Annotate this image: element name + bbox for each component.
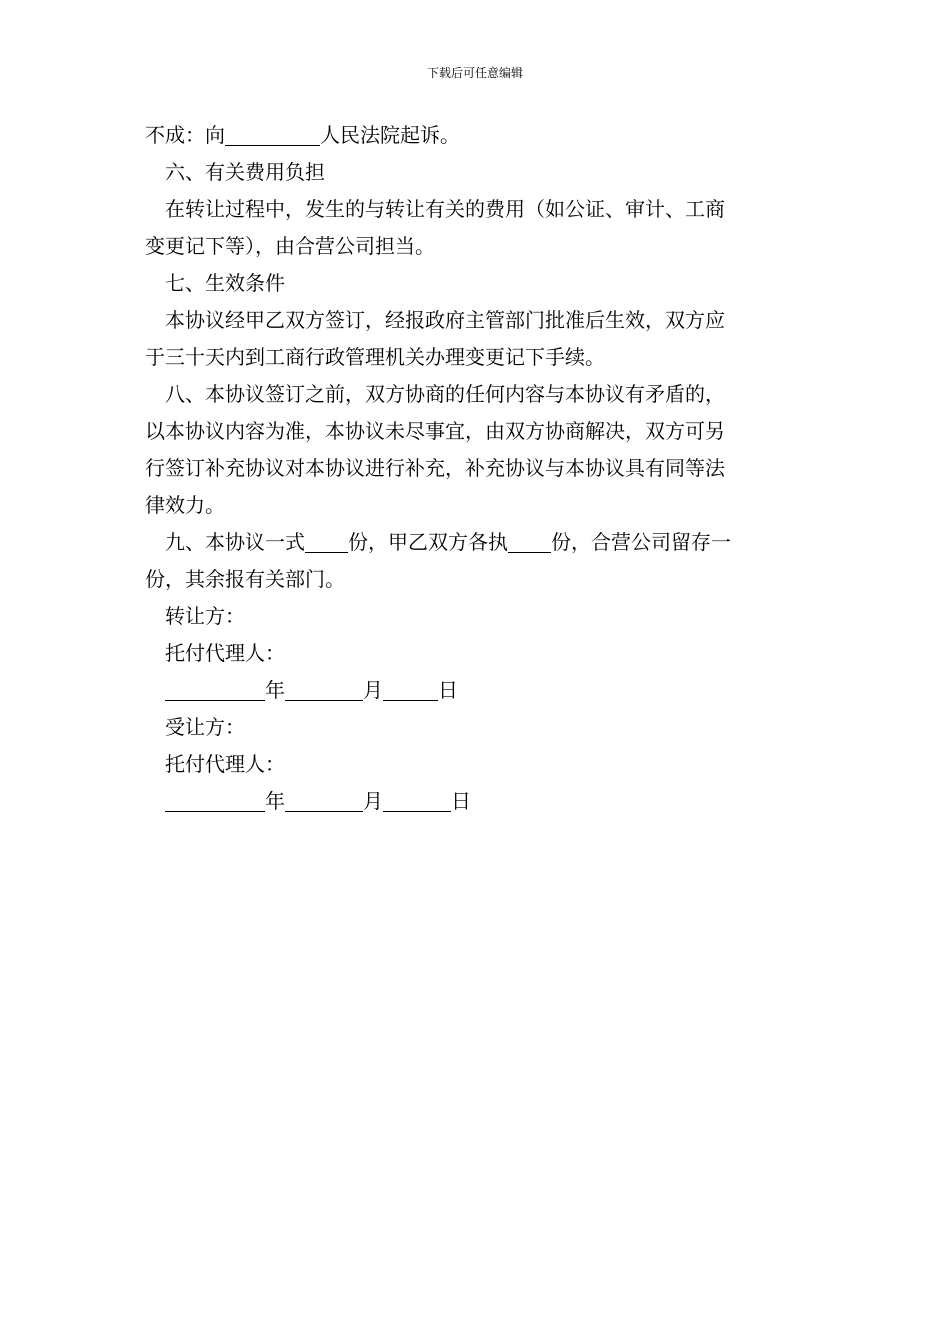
copies-each-blank	[508, 530, 551, 553]
day-blank	[383, 789, 451, 812]
court-line-prefix: 不成：向	[145, 123, 225, 147]
section-7-para-line-1: 本协议经甲乙双方签订，经报政府主管部门批准后生效，双方应	[165, 308, 725, 332]
copies-total-blank	[305, 530, 348, 553]
transferor-date-line	[145, 672, 810, 709]
section-6-para-line-1: 在转让过程中，发生的与转让有关的费用（如公证、审计、工商	[165, 197, 725, 221]
transferee-date-line	[145, 783, 810, 820]
month-label: 月	[363, 678, 383, 702]
transferor-agent-label: 托付代理人：	[165, 641, 285, 665]
section-8-line-3: 行签订补充协议对本协议进行补充，补充协议与本协议具有同等法	[145, 456, 725, 480]
section-9-text-a: 九、本协议一式	[165, 530, 305, 554]
day-label: 日	[438, 678, 458, 702]
court-blank	[225, 123, 320, 146]
section-6-para-line-2: 变更记下等），由合营公司担当。	[145, 234, 435, 258]
section-9-text-b: 份，甲乙双方各执	[348, 530, 508, 554]
document-body	[145, 117, 810, 820]
month-label: 月	[363, 789, 383, 813]
section-7-title: 七、生效条件	[165, 271, 285, 295]
transferor-label: 转让方：	[165, 604, 245, 628]
transferee-label: 受让方：	[165, 715, 245, 739]
section-9-line-2: 份，其余报有关部门。	[145, 567, 345, 591]
section-8-line-4: 律效力。	[145, 493, 225, 517]
court-line	[145, 117, 810, 154]
section-6-title: 六、有关费用负担	[165, 160, 325, 184]
year-blank	[165, 678, 265, 701]
day-label: 日	[451, 789, 471, 813]
year-blank	[165, 789, 265, 812]
section-9-line-1	[145, 524, 810, 561]
year-label: 年	[265, 678, 285, 702]
month-blank	[285, 789, 363, 812]
transferee-agent-label: 托付代理人：	[165, 752, 285, 776]
month-blank	[285, 678, 363, 701]
year-label: 年	[265, 789, 285, 813]
section-9-text-c: 份，合营公司留存一	[551, 530, 731, 554]
day-blank	[383, 678, 438, 701]
page-header: 下载后可任意编辑	[426, 66, 523, 80]
court-line-suffix: 人民法院起诉。	[320, 123, 460, 147]
section-8-line-1: 八、本协议签订之前，双方协商的任何内容与本协议有矛盾的，	[165, 382, 725, 406]
section-7-para-line-2: 于三十天内到工商行政管理机关办理变更记下手续。	[145, 345, 605, 369]
section-8-line-2: 以本协议内容为准，本协议未尽事宜，由双方协商解决，双方可另	[145, 419, 725, 443]
